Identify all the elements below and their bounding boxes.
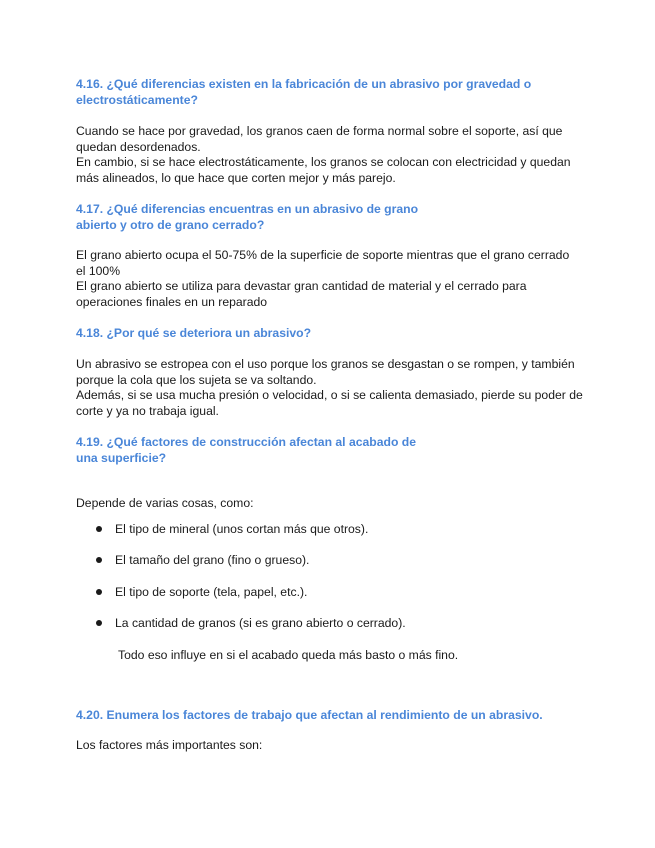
heading-4-18 xyxy=(76,325,596,341)
paragraph-line: quedan desordenados. xyxy=(76,139,201,154)
paragraph-line: el 100% xyxy=(76,263,121,278)
heading-line: electrostáticamente? xyxy=(76,93,198,107)
heading-4-20 xyxy=(76,707,596,723)
paragraph-line: Depende de varias cosas, como: xyxy=(76,496,254,510)
bullet-icon xyxy=(96,557,102,563)
paragraph-line: El grano abierto se utiliza para devastar gran cantidad de material y el cerrado para xyxy=(76,279,527,294)
paragraph-line: corte y ya no trabaja igual. xyxy=(76,403,219,418)
bullet-icon xyxy=(96,620,102,626)
paragraph-line: El grano abierto ocupa el 50-75% de la superficie de soporte mientras que el grano cerrado xyxy=(76,248,570,262)
list-item xyxy=(96,522,368,537)
answer-4-16 xyxy=(76,124,576,186)
heading-line: 4.20. Enumera los factores de trabajo que afectan al rendimiento de un abrasivo. xyxy=(76,708,543,722)
list-item-text: La cantidad de granos (si es grano abierto o cerrado). xyxy=(115,616,406,630)
paragraph-line: operaciones finales en un reparado xyxy=(76,294,268,309)
heading-line: 4.16. ¿Qué diferencias existen en la fabricación de un abrasivo por gravedad o xyxy=(76,77,532,91)
heading-line: 4.17. ¿Qué diferencias encuentras en un abrasivo de grano xyxy=(76,202,419,216)
paragraph-line: Todo eso influye en si el acabado queda más basto o más fino. xyxy=(118,648,459,662)
answer-4-20-intro xyxy=(76,738,576,754)
heading-4-16 xyxy=(76,76,596,108)
list-item xyxy=(96,616,406,631)
list-item-text: El tipo de mineral (unos cortan más que otros). xyxy=(115,522,369,536)
list-item xyxy=(96,585,307,600)
paragraph-line: Los factores más importantes son: xyxy=(76,738,263,752)
answer-4-19-intro xyxy=(76,496,576,512)
heading-4-19 xyxy=(76,434,596,466)
heading-line: 4.19. ¿Qué factores de construcción afectan al acabado de xyxy=(76,435,417,449)
heading-line: 4.18. ¿Por qué se deteriora un abrasivo? xyxy=(76,326,312,340)
answer-4-18 xyxy=(76,357,583,419)
bullet-icon xyxy=(96,589,102,595)
list-item-text: El tamaño del grano (fino o grueso). xyxy=(115,553,310,567)
heading-4-17 xyxy=(76,201,596,233)
paragraph-line: En cambio, si se hace electrostáticamente, los granos se colocan con electricidad y quedan xyxy=(76,155,571,170)
paragraph-line: Cuando se hace por gravedad, los granos caen de forma normal sobre el soporte, así que xyxy=(76,124,563,138)
list-item-text: El tipo de soporte (tela, papel, etc.). xyxy=(115,585,308,599)
answer-4-19-conclusion xyxy=(118,648,618,664)
heading-line: abierto y otro de grano cerrado? xyxy=(76,218,265,232)
paragraph-line: porque la cola que los sujeta se va soltando. xyxy=(76,372,317,387)
bullet-icon xyxy=(96,526,102,532)
paragraph-line: Además, si se usa mucha presión o velocidad, o si se calienta demasiado, pierde su poder de xyxy=(76,388,583,403)
paragraph-line: Un abrasivo se estropea con el uso porque los granos se desgastan o se rompen, y también xyxy=(76,357,575,371)
list-item xyxy=(96,553,309,568)
paragraph-line: más alineados, lo que hace que corten mejor y más parejo. xyxy=(76,170,396,185)
answer-4-17 xyxy=(76,248,576,310)
heading-line: una superficie? xyxy=(76,451,167,465)
